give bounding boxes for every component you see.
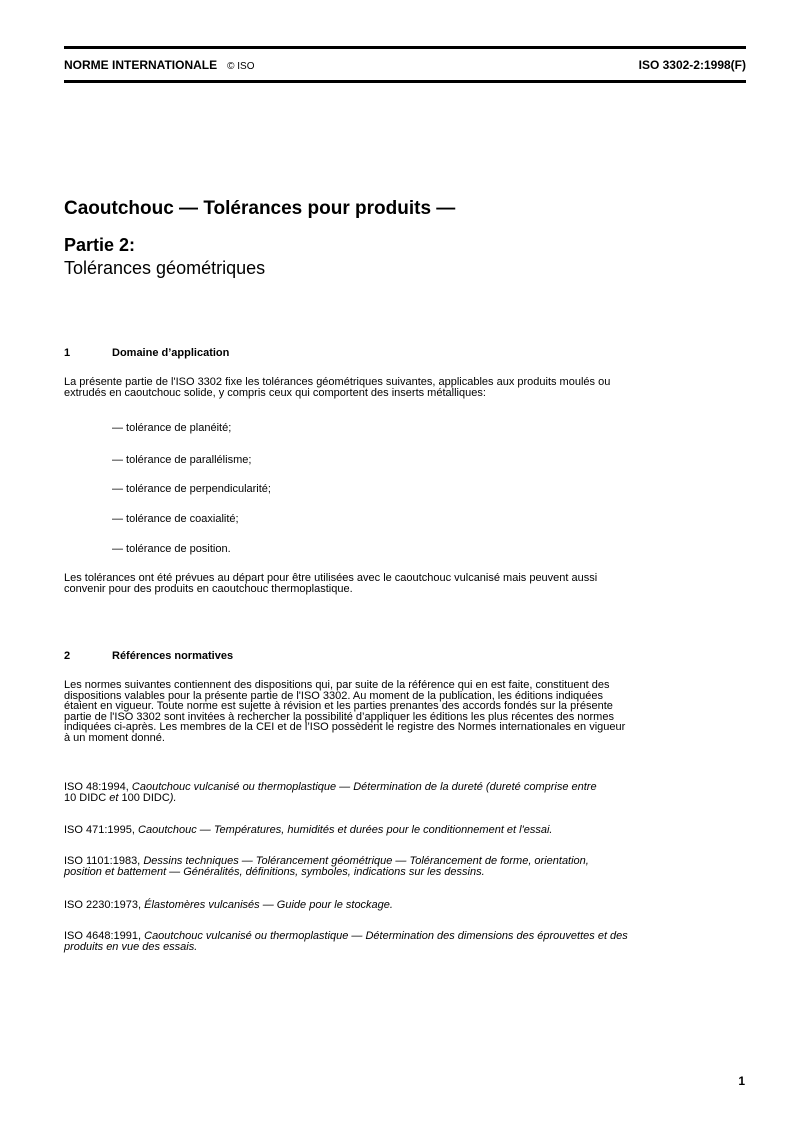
reference-text: ). — [169, 791, 177, 804]
part-title: Tolérances géométriques — [64, 258, 266, 278]
reference-text: 10 DIDC — [64, 791, 107, 804]
header-bottom-rule — [64, 80, 746, 83]
text-line — [64, 793, 748, 804]
copyright-notice: © ISO — [227, 61, 255, 72]
text-line: dispositions valables pour la présente partie de l'ISO 3302. Au moment de la publication, les éditions indiquées — [64, 689, 603, 702]
reference-code: ISO 48:1994, — [64, 781, 129, 793]
text-line: étaient en vigueur. Toute norme est sujette à révision et les parties prenantes des accords fondés sur la présente — [64, 700, 613, 712]
text-line: Les tolérances ont été prévues au départ pour être utilisées avec le caoutchouc vulcanisé mais peuvent aussi — [64, 572, 598, 584]
part-label: Partie 2: — [64, 235, 136, 255]
reference-text: et — [109, 791, 119, 804]
reference-title: Caoutchouc vulcanisé ou thermoplastique — Détermination de la dureté (dureté comprise entre — [131, 781, 597, 793]
text-line: extrudés en caoutchouc solide, y compris ceux qui comportent des inserts métalliques: — [64, 386, 486, 399]
normative-reference — [64, 825, 748, 836]
text-line: Les normes suivantes contiennent des dispositions qui, par suite de la référence qui en est faite, constituent des — [64, 679, 610, 691]
reference-title: Élastomères vulcanisés — Guide pour le stockage. — [144, 899, 393, 911]
page-header — [64, 58, 746, 74]
reference-title: Dessins techniques — Tolérancement géométrique — Tolérancement de forme, orientation, — [143, 855, 589, 867]
header-left — [64, 58, 254, 72]
list-item: — tolérance de planéité; — [112, 422, 232, 434]
text-line: convenir pour des produits en caoutchouc thermoplastique. — [64, 582, 353, 595]
section-1-intro — [64, 377, 748, 398]
text-line: La présente partie de l'ISO 3302 fixe les tolérances géométriques suivantes, applicables aux produits moulés ou — [64, 376, 611, 388]
reference-title: Caoutchouc — Températures, humidités et durées pour le conditionnement et l'essai. — [138, 824, 553, 836]
reference-code: ISO 1101:1983, — [64, 855, 141, 867]
reference-title: produits en vue des essais. — [64, 940, 198, 953]
section-2-title: Références normatives — [112, 650, 234, 662]
section-2-number: 2 — [64, 650, 71, 662]
text-line — [64, 867, 748, 878]
section-1-closing — [64, 573, 748, 594]
reference-code: ISO 4648:1991, — [64, 930, 142, 942]
text-line — [64, 942, 748, 953]
list-item: — tolérance de perpendicularité; — [112, 483, 271, 495]
list-item: — tolérance de parallélisme; — [112, 454, 252, 466]
text-line: partie de l'ISO 3302 sont invitées à rechercher la possibilité d’appliquer les éditions les plus récentes des normes — [64, 710, 614, 723]
text-line: indiquées ci-après. Les membres de la CEI et de l’ISO possèdent le registre des Normes internationales en vigueur — [64, 721, 626, 733]
section-2-heading — [64, 650, 233, 662]
header-top-rule — [64, 46, 746, 49]
list-item: — tolérance de coaxialité; — [112, 513, 239, 525]
normative-reference — [64, 931, 748, 952]
reference-text: 100 DIDC — [121, 791, 170, 804]
reference-title: position et battement — Généralités, définitions, symboles, indications sur les dessins. — [64, 865, 485, 878]
section-1-number: 1 — [64, 347, 71, 359]
list-item: — tolérance de position. — [112, 543, 231, 555]
standard-reference: ISO 3302-2:1998(F) — [638, 58, 746, 72]
section-1-title: Domaine d’application — [112, 347, 230, 359]
normative-reference — [64, 856, 748, 877]
normative-reference — [64, 900, 748, 911]
text-line: à un moment donné. — [64, 731, 165, 744]
normative-reference — [64, 782, 748, 803]
section-2-intro — [64, 680, 748, 743]
document-title: Caoutchouc — Tolérances pour produits — — [64, 198, 456, 219]
reference-title: Caoutchouc vulcanisé ou thermoplastique — Détermination des dimensions des éprouvettes et des — [144, 930, 628, 942]
reference-code: ISO 2230:1973, — [64, 899, 142, 911]
page-number: 1 — [738, 1074, 745, 1088]
section-1-heading — [64, 347, 229, 359]
reference-code: ISO 471:1995, — [64, 824, 135, 836]
standard-type: NORME INTERNATIONALE — [64, 58, 218, 72]
text-line — [64, 900, 748, 911]
text-line — [64, 825, 748, 836]
